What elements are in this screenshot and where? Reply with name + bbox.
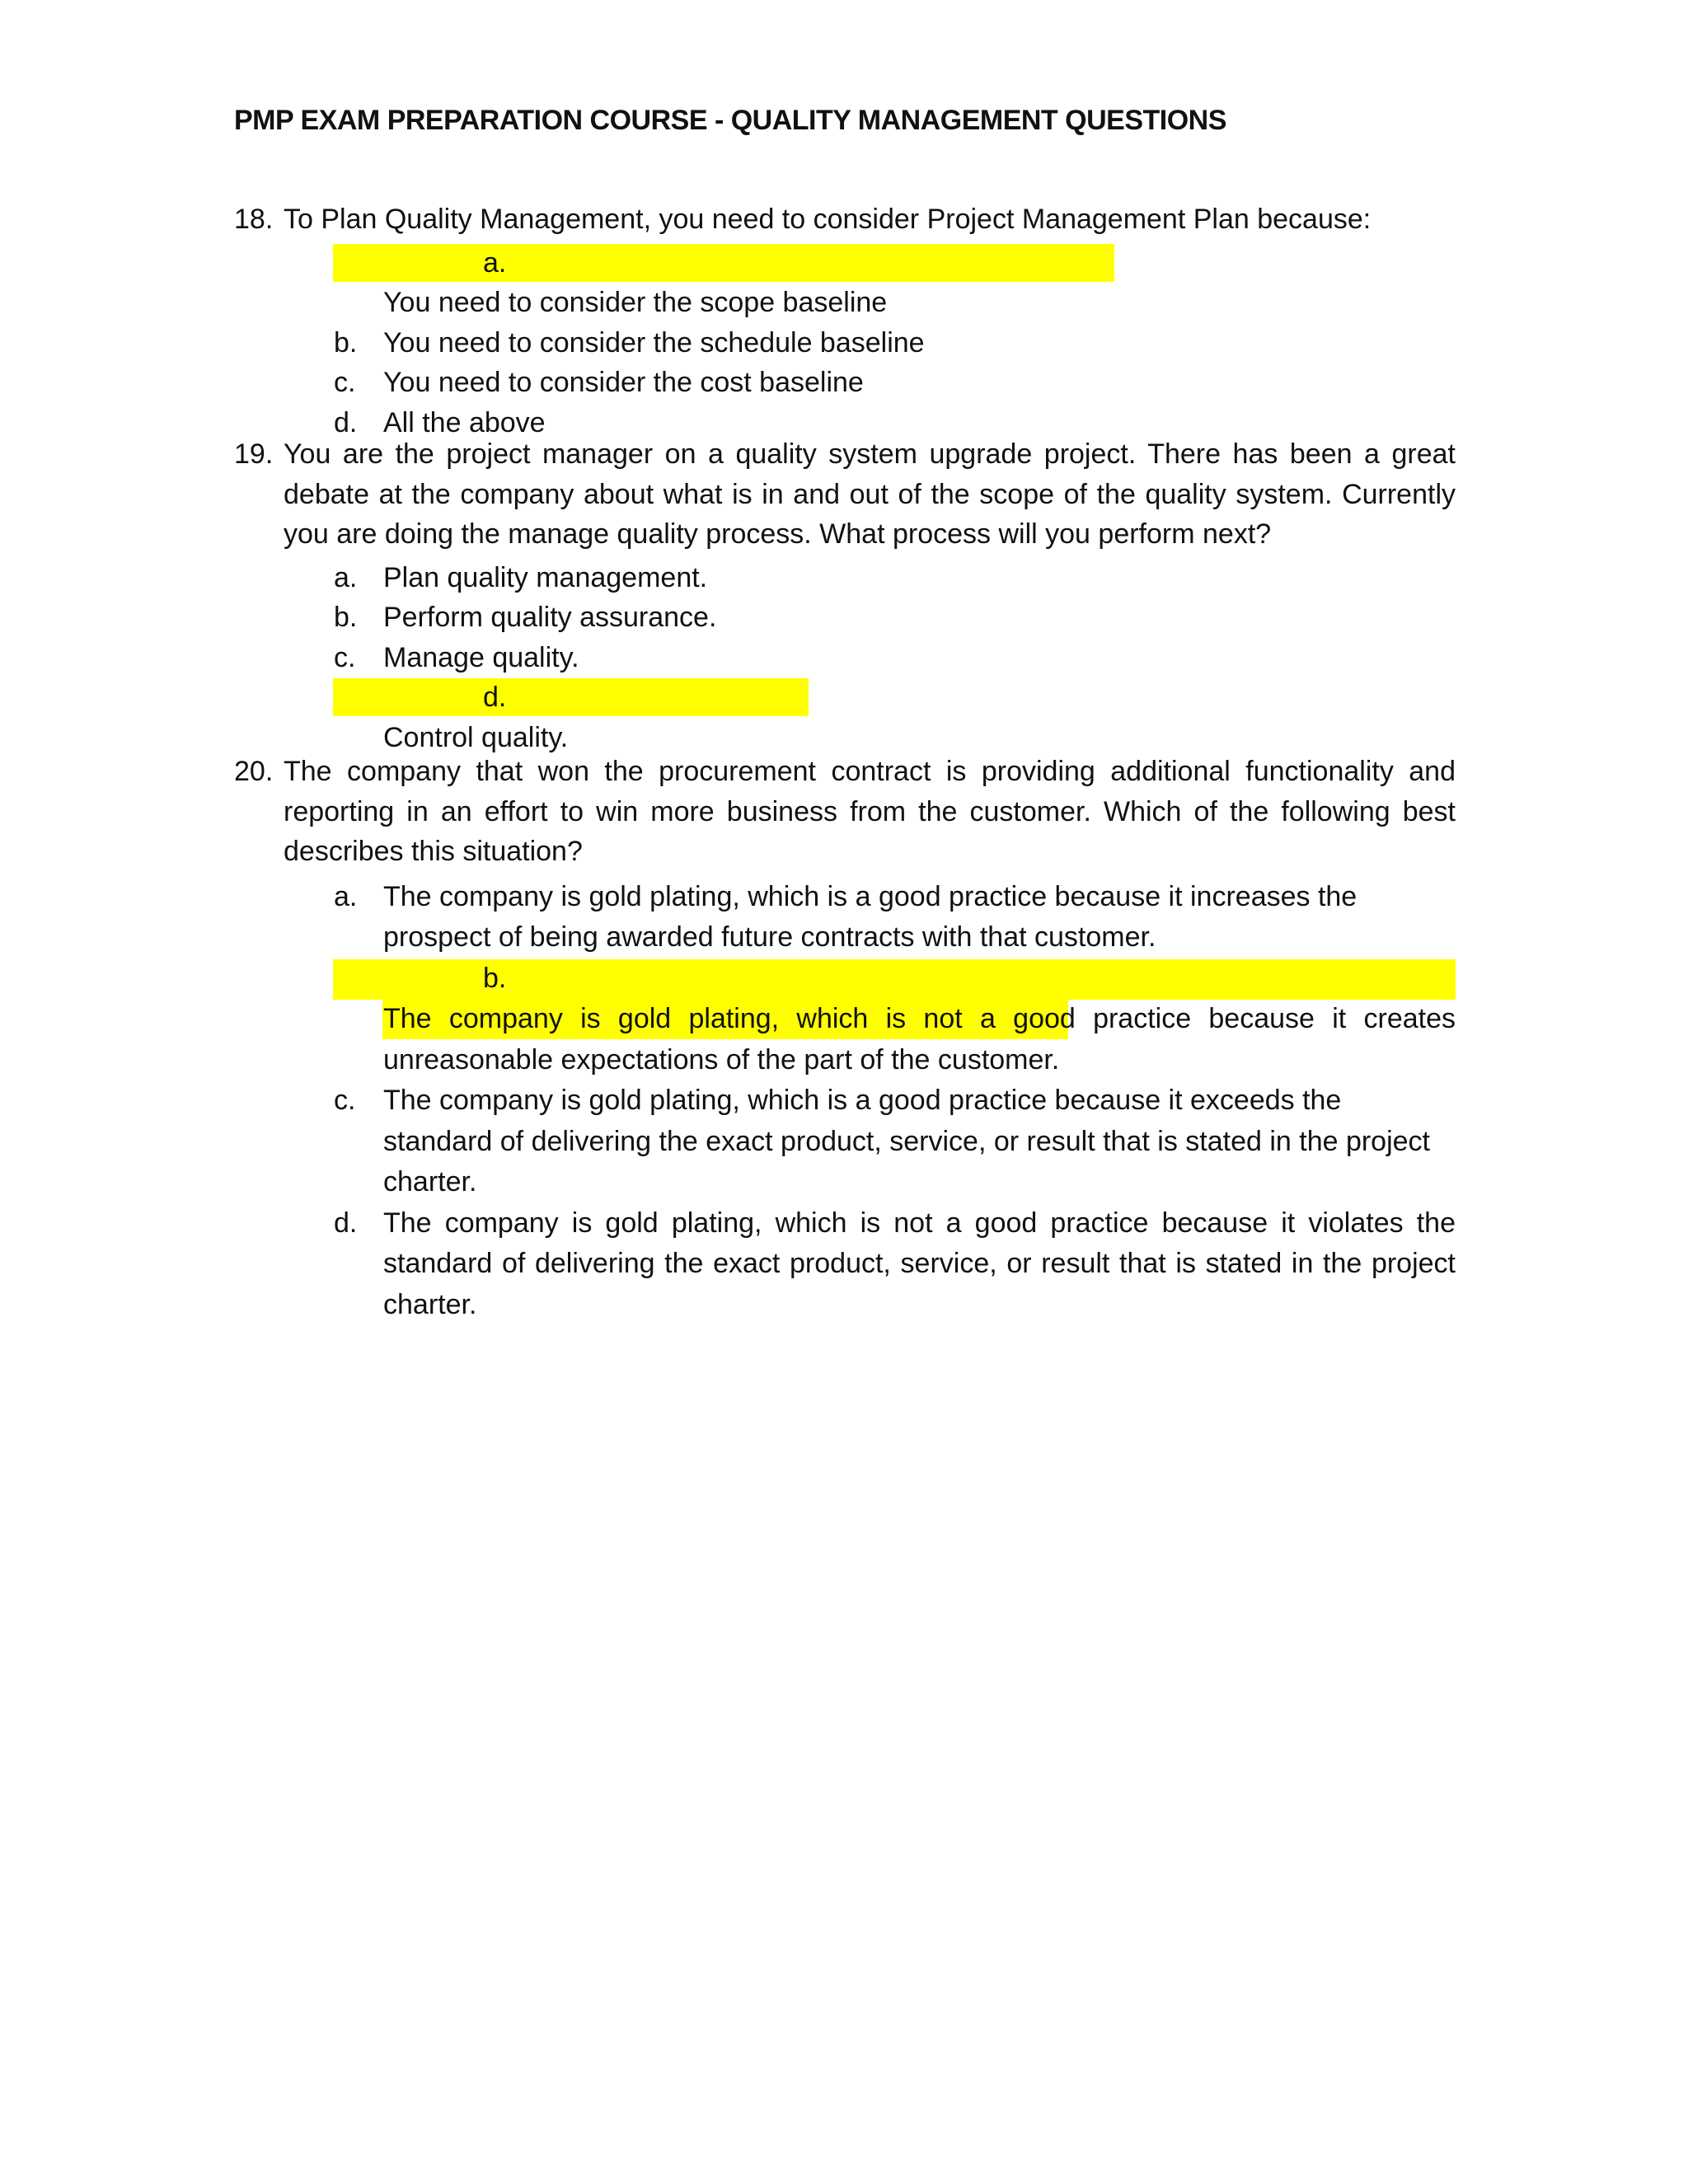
option-letter: d. — [334, 406, 358, 438]
document-title: PMP EXAM PREPARATION COURSE - QUALITY MANAGEMENT QUESTIONS — [234, 105, 1226, 136]
option-text: All the above — [383, 406, 546, 438]
option-text: The company is gold plating, which is not a good practice because it violates the standard of delivering the exact product, service, or result that is stated in the project charter. — [383, 1207, 1456, 1320]
question-number: 20. — [234, 756, 274, 787]
question-stem — [234, 752, 1456, 872]
option-a — [234, 558, 1456, 598]
option-letter: d. — [483, 682, 507, 713]
option-b — [234, 598, 1456, 638]
option-d — [234, 1203, 1456, 1326]
question-number: 19. — [234, 438, 274, 470]
option-letter: c. — [334, 641, 356, 673]
option-text: You need to consider the scope baseline — [383, 287, 888, 318]
option-d — [234, 677, 1456, 757]
question-text: To Plan Quality Management, you need to consider Project Management Plan because: — [284, 204, 1372, 235]
option-text: Manage quality. — [383, 641, 579, 673]
question-text: The company that won the procurement contract is providing additional functionality and reporting in an effort to win more business from the customer. Which of the following best describes this situation? — [284, 756, 1456, 867]
option-letter: c. — [334, 1085, 356, 1116]
option-letter: d. — [334, 1207, 358, 1239]
answer-options — [234, 877, 1456, 1326]
option-letter: b. — [334, 326, 358, 359]
answer-options — [234, 243, 1456, 443]
option-text: Perform quality assurance. — [383, 602, 717, 633]
option-text: The company is gold plating, which is a good practice because it exceeds the standard of delivering the exact product, service, or result that is stated in the project charter. — [383, 1085, 1431, 1197]
option-b — [234, 323, 1456, 363]
option-text: Plan quality management. — [383, 561, 708, 593]
option-letter: b. — [334, 602, 358, 633]
option-text: The company is gold plating, which is a good practice because it increases the prospect of being awarded future contracts with that customer. — [383, 880, 1357, 953]
question-text: You are the project manager on a quality system upgrade project. There has been a great debate at the company about what is in and out of the scope of the quality system. Currently you are doing the manage quality process. What process will you perform next? — [284, 438, 1456, 550]
option-a — [234, 877, 1456, 958]
option-text: Control quality. — [383, 721, 569, 753]
option-letter: c. — [334, 367, 356, 398]
option-text: You need to consider the cost baseline — [383, 367, 864, 398]
question-20 — [234, 752, 1456, 1325]
option-text: The company is gold plating, which is not a good practice because it creates unreasonable expectations of the part of the customer. — [383, 1003, 1456, 1076]
option-b — [234, 958, 1456, 1081]
option-text: You need to consider the schedule baseline — [383, 326, 925, 359]
option-letter: a. — [334, 561, 358, 593]
option-letter: a. — [334, 880, 358, 912]
option-a — [234, 243, 1456, 323]
option-c — [234, 363, 1456, 403]
question-stem — [234, 434, 1456, 555]
answer-options — [234, 558, 1456, 758]
option-c — [234, 1080, 1456, 1203]
question-19 — [234, 434, 1456, 757]
question-18 — [234, 199, 1456, 443]
option-letter: b. — [483, 962, 507, 994]
question-number: 18. — [234, 204, 274, 235]
question-stem — [234, 199, 1456, 240]
answer-highlight — [333, 678, 809, 716]
answer-highlight — [333, 244, 1114, 282]
option-c — [234, 638, 1456, 678]
option-letter: a. — [483, 246, 507, 279]
